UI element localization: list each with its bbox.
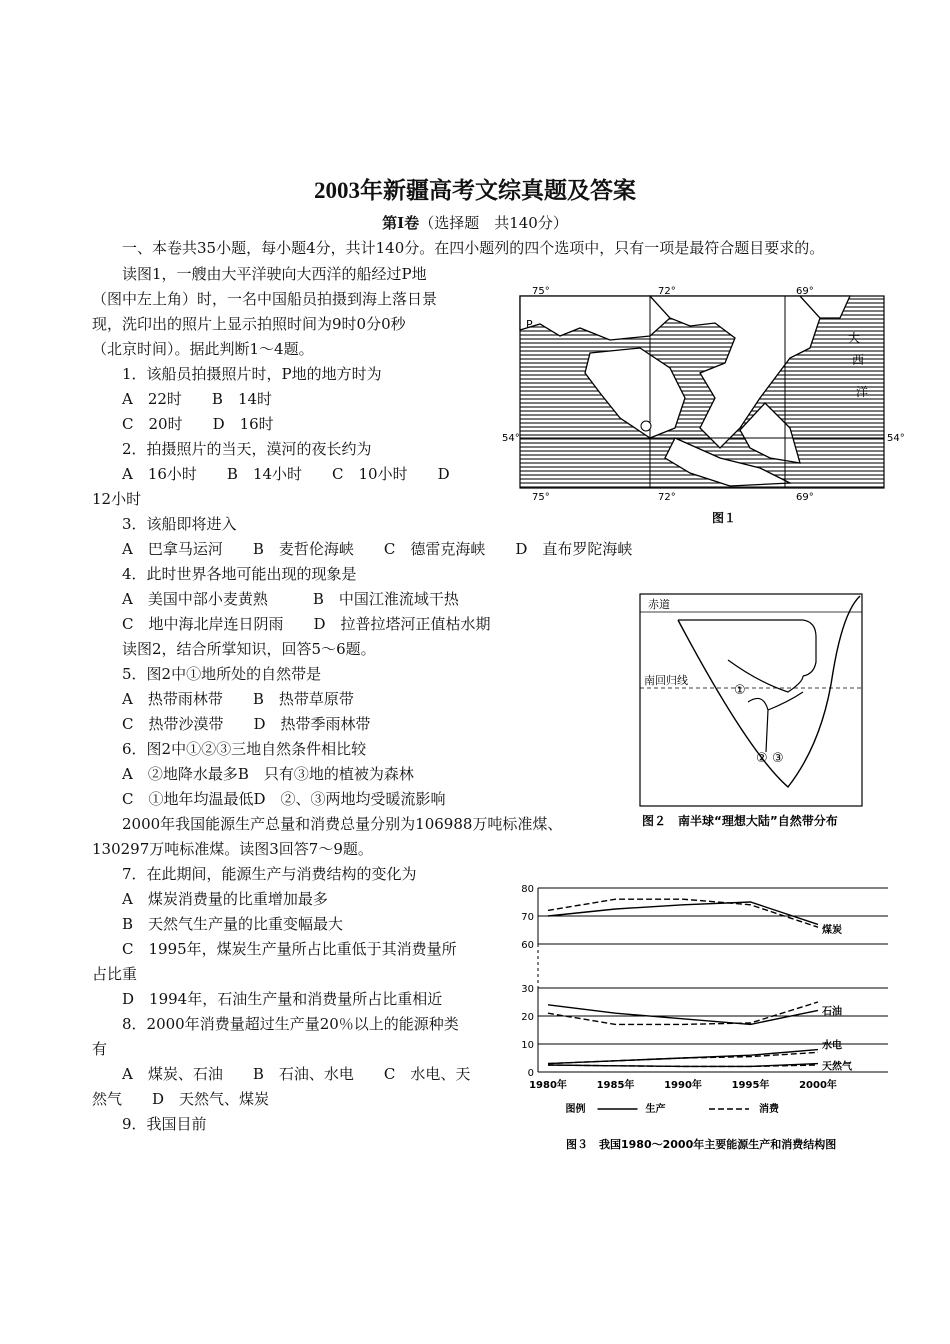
x-tick-label: 2000年 bbox=[799, 1080, 837, 1091]
text-line: 2．拍摄照片的当天，漠河的夜长约为 bbox=[122, 440, 372, 458]
series-line-石油-消费 bbox=[548, 1002, 818, 1024]
text-line: A 煤炭、石油 B 石油、水电 C 水电、天 bbox=[122, 1065, 471, 1083]
y-tick-label: 20 bbox=[521, 1012, 534, 1023]
text-line: C ①地年均温最低D ②、③两地均受暖流影响 bbox=[122, 790, 446, 808]
lon-label-bottom-2: 72° bbox=[658, 492, 676, 503]
series-line-石油-生产 bbox=[548, 1005, 818, 1025]
series-label: 煤炭 bbox=[822, 925, 842, 937]
ocean-char-1: 大 bbox=[848, 331, 861, 345]
ocean-char-2: 西 bbox=[852, 353, 865, 367]
text-line: A 巴拿马运河 B 麦哲伦海峡 C 德雷克海峡 D 直布罗陀海峡 bbox=[122, 540, 633, 558]
text-line: A 22时 B 14时 bbox=[122, 390, 273, 408]
text-line: 读图2，结合所掌知识，回答5～6题。 bbox=[122, 640, 376, 658]
section-heading bbox=[0, 212, 950, 233]
figure-2-caption: 图２ 南半球“理想大陆”自然带分布 bbox=[642, 814, 838, 828]
text-line: 占比重 bbox=[92, 965, 138, 983]
y-tick-label: 70 bbox=[521, 912, 534, 923]
figure-3-caption: 图３ 我国1980～2000年主要能源生产和消费结构图 bbox=[566, 1138, 837, 1151]
lon-label-bottom-3: 69° bbox=[796, 492, 814, 503]
text-line: 8．2000年消费量超过生产量20％以上的能源种类 bbox=[122, 1015, 459, 1033]
text-line: 现，洗印出的照片上显示拍照时间为9时0分0秒 bbox=[92, 315, 406, 333]
text-line: 1．该船员拍摄照片时，P地的地方时为 bbox=[122, 365, 382, 383]
series-label: 石油 bbox=[822, 1006, 842, 1018]
x-tick-label: 1995年 bbox=[731, 1080, 770, 1091]
figure-1-caption: 图１ bbox=[712, 511, 737, 525]
text-line: 3．该船即将进入 bbox=[122, 515, 237, 533]
text-line: 然气 D 天然气、煤炭 bbox=[92, 1090, 270, 1108]
ocean-char-3: 洋 bbox=[856, 385, 869, 399]
section-label: 第Ⅰ卷 bbox=[382, 214, 420, 232]
map-marker-circle bbox=[641, 421, 651, 431]
figure-2-diagram bbox=[638, 592, 888, 834]
y-tick-label: 30 bbox=[521, 984, 534, 995]
text-line: （北京时间）。据此判断1～4题。 bbox=[92, 340, 314, 358]
text-line: A 美国中部小麦黄熟 B 中国江淮流域干热 bbox=[122, 590, 459, 608]
legend-label-production: 生产 bbox=[645, 1104, 666, 1115]
text-line: B 天然气生产量的比重变幅最大 bbox=[122, 915, 344, 933]
x-tick-label: 1980年 bbox=[529, 1080, 567, 1091]
text-line: 12小时 bbox=[92, 490, 142, 508]
intro-text: 一、本卷共35小题，每小题4分，共计140分。在四小题列的四个选项中，只有一项是最符合题目要求的。 bbox=[122, 239, 825, 257]
y-tick-label: 60 bbox=[521, 940, 534, 951]
text-line: A 热带雨林带 B 热带草原带 bbox=[122, 690, 354, 708]
series-label: 天然气 bbox=[822, 1061, 852, 1073]
text-line: A 煤炭消费量的比重增加最多 bbox=[122, 890, 328, 908]
figure-1-map bbox=[500, 278, 910, 528]
text-line: 5．图2中①地所处的自然带是 bbox=[122, 665, 322, 683]
point-p-label: P bbox=[526, 318, 533, 331]
equator-label: 赤道 bbox=[648, 598, 670, 611]
y-tick-label: 0 bbox=[527, 1068, 534, 1079]
y-tick-label: 10 bbox=[521, 1040, 534, 1051]
lon-label-bottom-1: 75° bbox=[532, 492, 550, 503]
text-line: 130297万吨标准煤。读图3回答7～9题。 bbox=[92, 840, 373, 858]
series-line-天然气-消费 bbox=[548, 1065, 818, 1066]
x-tick-label: 1990年 bbox=[664, 1080, 702, 1091]
series-line-煤炭-生产 bbox=[548, 902, 818, 924]
series-label: 水电 bbox=[822, 1040, 842, 1052]
text-line: 2000年我国能源生产总量和消费总量分别为106988万吨标准煤、 bbox=[122, 815, 563, 833]
figure-3-chart bbox=[508, 878, 908, 1156]
text-line: C 1995年，煤炭生产量所占比重低于其消费量所 bbox=[122, 940, 457, 958]
tropic-label: 南回归线 bbox=[644, 674, 688, 687]
legend-title: 图例 bbox=[565, 1104, 586, 1115]
text-line: A ②地降水最多B 只有③地的植被为森林 bbox=[122, 765, 414, 783]
lon-label-top-1: 75° bbox=[532, 286, 550, 297]
lat-label-right: 54° bbox=[887, 433, 905, 444]
x-tick-label: 1985年 bbox=[596, 1080, 635, 1091]
text-line: 有 bbox=[92, 1040, 108, 1058]
zone-mark-1: ① bbox=[734, 683, 746, 698]
text-line: 6．图2中①②③三地自然条件相比较 bbox=[122, 740, 367, 758]
text-line: C 热带沙漠带 D 热带季雨林带 bbox=[122, 715, 371, 733]
text-line: 7．在此期间，能源生产与消费结构的变化为 bbox=[122, 865, 417, 883]
text-line: 9．我国目前 bbox=[122, 1115, 207, 1133]
lon-label-top-2: 72° bbox=[658, 286, 676, 297]
text-line: （图中左上角）时，一名中国船员拍摄到海上落日景 bbox=[92, 290, 438, 308]
section-note: （选择题 共140分） bbox=[419, 214, 568, 232]
lat-label-left: 54° bbox=[502, 433, 520, 444]
text-line: C 20时 D 16时 bbox=[122, 415, 274, 433]
text-line: A 16小时 B 14小时 C 10小时 D bbox=[122, 465, 450, 483]
text-line: D 1994年，石油生产量和消费量所占比重相近 bbox=[122, 990, 443, 1008]
y-tick-label: 80 bbox=[521, 884, 534, 895]
lon-label-top-3: 69° bbox=[796, 286, 814, 297]
zone-mark-2: ② bbox=[756, 751, 768, 766]
text-line: 4．此时世界各地可能出现的现象是 bbox=[122, 565, 357, 583]
zone-mark-3: ③ bbox=[772, 751, 784, 766]
series-line-水电-消费 bbox=[548, 1052, 818, 1063]
text-line: 读图1，一艘由大平洋驶向大西洋的船经过P地 bbox=[122, 265, 427, 283]
page-title: 2003年新疆高考文综真题及答案 bbox=[314, 178, 636, 203]
series-line-煤炭-消费 bbox=[548, 899, 818, 927]
legend-label-consumption: 消费 bbox=[759, 1104, 779, 1115]
text-line: C 地中海北岸连日阴雨 D 拉普拉塔河正值枯水期 bbox=[122, 615, 491, 633]
